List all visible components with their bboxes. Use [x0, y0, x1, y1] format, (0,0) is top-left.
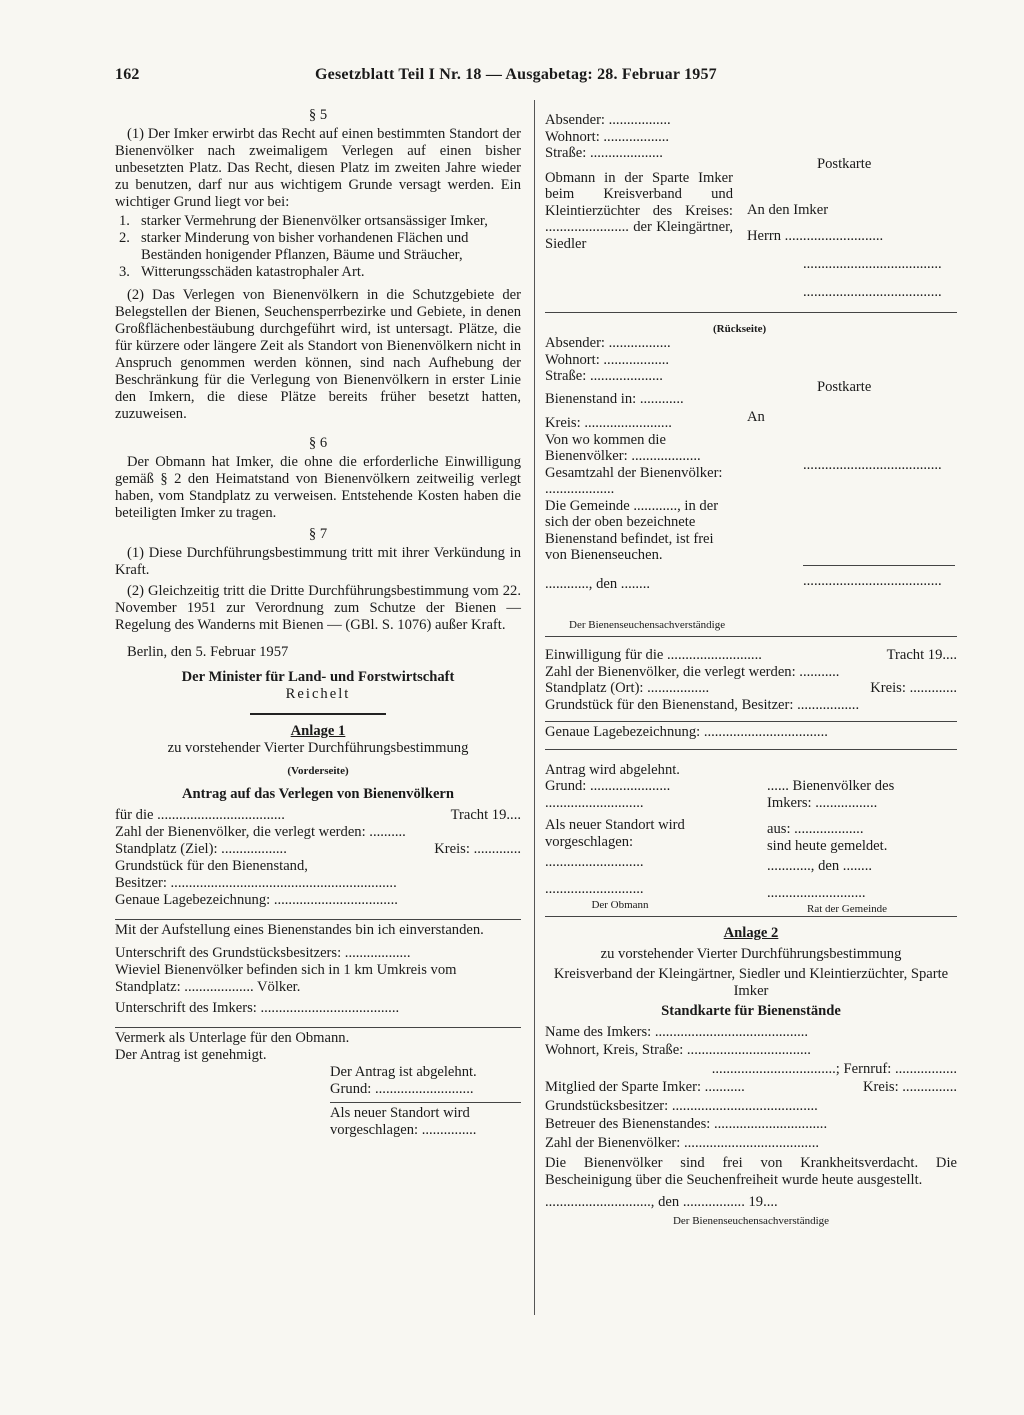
standplatz-field: Standplatz (Ziel): .................. [115, 841, 287, 857]
name-field: Name des Imkers: .......................................... [545, 1023, 809, 1040]
form-rule [115, 919, 521, 920]
rat-signature: Rat der Gemeinde [806, 903, 888, 915]
kreis-field: Kreis: ............. [434, 841, 521, 857]
signature-date: Berlin, den 5. Februar 1957 [127, 644, 289, 660]
wohnort-field: Wohnort: .................. [545, 128, 670, 145]
besitzer-field: Besitzer: .............................................................. [115, 875, 397, 891]
column-divider [534, 100, 535, 1315]
right-column [545, 112, 957, 1229]
den-line: ............, den ........ [545, 575, 650, 592]
anlage-1-subtitle: zu vorstehender Vierter Durchführungsbestimmung [167, 740, 469, 756]
grundstueck-label: Grundstück für den Bienenstand, [115, 858, 308, 874]
section-6-paragraph: Der Obmann hat Imker, die ohne die erforderliche Einwilligung gemäß § 2 den Heimatstand von Bienenvölkern zeitweilig verlegt haben, vom Standplatz zu verweisen. Entstehende Kosten haben die beteiligten Imker zu tragen. [115, 454, 521, 521]
sachverstaendige-signature: Der Bienenseuchensachverständige [569, 619, 726, 631]
grund-field: Grund: ...................... [545, 778, 671, 794]
besitzer-field: Grundstücksbesitzer: ........................................ [545, 1097, 818, 1114]
von-wo-field: Von wo kommen die Bienenvölker: ................... [545, 431, 701, 464]
separator-rule [250, 713, 386, 715]
obmann-dots: ........................... [545, 880, 644, 897]
standplatz-field: Standplatz (Ort): ................. [545, 680, 710, 696]
bienenvoelker-des-field: ...... Bienenvölker des [767, 778, 895, 794]
anlage-2-heading: Anlage 2 [723, 925, 779, 941]
anlage-2-title: Standkarte für Bienenstände [661, 1003, 841, 1019]
form-row [545, 1079, 957, 1096]
fuer-die-field: für die ................................... [115, 807, 285, 823]
list-item: 2. starker Minderung von bisher vorhandenen Flächen und Beständen honigender Pflanzen, Bäume und Sträucher, [119, 230, 469, 263]
section-5-heading: § 5 [308, 107, 328, 123]
card-divider [545, 636, 957, 637]
genehmigt-text: Der Antrag ist genehmigt. [115, 1047, 267, 1063]
aufstellung-text: Mit der Aufstellung eines Bienenstandes bin ich einverstanden. [115, 922, 484, 938]
list-item: 3. Witterungsschäden katastrophaler Art. [119, 264, 365, 280]
address-dots: ...................................... [803, 284, 942, 300]
imkers-field: Imkers: ................. [767, 794, 878, 811]
neuer-standort-field: Als neuer Standort wird vorgeschlagen: ............... [330, 1105, 477, 1138]
aus-field: aus: ................... [767, 821, 864, 837]
rueckseite-label: (Rückseite) [713, 323, 767, 335]
form-rule [545, 721, 957, 722]
unterschrift-imker-field: Unterschrift des Imkers: ...................................... [115, 1000, 400, 1016]
wohnort-field: Wohnort: .................. [545, 351, 670, 368]
list-item: 1. starker Vermehrung der Bienenvölker ortsansässiger Imker, [119, 213, 488, 229]
consent-form [545, 647, 957, 915]
consent-split [545, 778, 957, 915]
frei-text: Die Bienenvölker sind frei von Krankheitsverdacht. Die Bescheinigung über die Seuchenfreiheit wurde heute ausgestellt. [545, 1155, 957, 1188]
form-row [545, 647, 957, 664]
herrn-field: Herrn ........................... [747, 228, 884, 244]
grundstueck-field: Grundstück für den Bienenstand, Besitzer: ................. [545, 696, 860, 713]
standort-dots: ........................... [545, 854, 644, 870]
anlage-1-side: (Vorderseite) [287, 765, 349, 777]
wohnort-field: Wohnort, Kreis, Straße: .................................. [545, 1042, 811, 1058]
fernruf-field: ..................................; Fernruf: ................. [711, 1060, 957, 1077]
zahl-field: Zahl der Bienenvölker: ..................................... [545, 1134, 819, 1151]
kreis-field: Kreis: ............... [862, 1079, 957, 1095]
obmann-address: Obmann in der Sparte Imker beim Kreisverband und Kleintierzüchter des Kreises: ....................... der Kleingärtner, Siedler [545, 169, 733, 252]
grund-field: Grund: ........................... [330, 1081, 474, 1097]
wieviel-field: Wieviel Bienenvölker befinden sich in 1 km Umkreis vom Standplatz: ................... Völker. [115, 962, 457, 995]
strasse-field: Straße: .................... [545, 368, 663, 384]
address-dots: ...................................... [803, 457, 942, 473]
section-5-paragraph-1: (1) Der Imker erwirbt das Recht auf einen bestimmten Standort der Bienenvölker nach zweimaligem Verlegen auf einen bisher unbesetzten Platz. Das Recht, diesen Platz im zweiten Jahre wieder zu benutzen, darf nur aus wichtigem Grunde versagt werden. Ein wichtiger Grund liegt vor bei: [115, 126, 521, 210]
section-7-paragraph-1: (1) Diese Durchführungsbestimmung tritt mit ihrer Verkündung in Kraft. [115, 545, 521, 578]
address-dots: ...................................... [803, 573, 942, 589]
anlage-2-subtitle: zu vorstehender Vierter Durchführungsbestimmung [600, 945, 902, 962]
postcard-front [545, 112, 957, 312]
anlage-1-form-title: Antrag auf das Verlegen von Bienenvölkern [181, 786, 455, 802]
an-den-imker-label: An den Imker [747, 202, 829, 218]
gesamtzahl-field: Gesamtzahl der Bienenvölker: ................... [545, 464, 723, 497]
anlage-2-verband: Kreisverband der Kleingärtner, Siedler und Kleintierzüchter, Sparte Imker [553, 966, 949, 999]
den-line: ............................., den ................. 19.... [545, 1194, 778, 1210]
form-rule [115, 1027, 521, 1028]
left-column [115, 107, 521, 1139]
strasse-field: Straße: .................... [545, 145, 663, 161]
an-label: An [747, 409, 765, 425]
form-rule [545, 749, 957, 750]
minister-title: Der Minister für Land- und Forstwirtschaft [181, 669, 455, 685]
grounds-list [115, 213, 521, 281]
form-row [545, 680, 957, 697]
tracht-field: Tracht 19.... [450, 807, 521, 823]
obmann-signature: Der Obmann [591, 899, 649, 911]
form-row-standplatz [115, 841, 521, 858]
zahl-field: Zahl der Bienenvölker, die verlegt werden: .......... [115, 824, 406, 840]
minister-name: Reichelt [285, 686, 351, 702]
vermerk-text: Vermerk als Unterlage für den Obmann. [115, 1030, 350, 1046]
grund-dots: ........................... [545, 794, 644, 811]
kreis-field: Kreis: ........................ [545, 415, 672, 431]
postkarte-label: Postkarte [817, 379, 872, 395]
form-row-fuer [115, 807, 521, 824]
address-dots: ...................................... [803, 256, 942, 272]
lage-field: Genaue Lagebezeichnung: .................................. [115, 892, 398, 908]
abgelehnt-text: Der Antrag ist abgelehnt. [330, 1064, 477, 1080]
anlage-1-heading: Anlage 1 [290, 723, 346, 739]
zahl-field: Zahl der Bienenvölker, die verlegt werden: ........... [545, 663, 840, 680]
postkarte-label: Postkarte [817, 156, 872, 172]
page-title: Gesetzblatt Teil I Nr. 18 — Ausgabetag: 28. Februar 1957 [315, 66, 717, 83]
section-6-heading: § 6 [308, 435, 328, 451]
gemeldet-text: sind heute gemeldet. [767, 837, 888, 854]
rat-dots: ........................... [767, 884, 866, 901]
abgelehnt-block [330, 1064, 521, 1139]
abgelehnt-text: Antrag wird abgelehnt. [545, 761, 680, 778]
mitglied-field: Mitglied der Sparte Imker: ........... [545, 1079, 745, 1095]
tracht-field: Tracht 19.... [886, 647, 957, 663]
postcard-back [545, 313, 957, 631]
absender-field: Absender: ................. [545, 335, 671, 351]
einwilligung-field: Einwilligung für die .......................... [545, 647, 762, 663]
page-number: 162 [115, 66, 140, 83]
lage-field: Genaue Lagebezeichnung: .................................. [545, 724, 828, 740]
address-rule [803, 565, 955, 566]
section-5-paragraph-2: (2) Das Verlegen von Bienenvölkern in die Schutzgebiete der Belegstellen der Bienen, Seuchensperrbezirke und Gebiete, in denen Großflächenbestäubung durchgeführt wird, ist untersagt. Plätze, die für kürzere oder längere Zeit als Standort von Bienenvölkern nicht in Anspruch genommen werden können, sind nach Aufhebung der Beschränkung für die Verlegung von Bienenvölkern in erster Linie den Imkern, die diese Plätze bereits früher besetzt hatten, zuzuweisen. [115, 287, 521, 422]
neuer-standort-label: Als neuer Standort wird vorgeschlagen: [545, 817, 685, 850]
section-7-heading: § 7 [308, 526, 328, 542]
gemeinde-text: Die Gemeinde ............, in der sich der oben bezeichnete Bienenstand befindet, ist frei von Bienenseuchen. [545, 497, 719, 563]
absender-field: Absender: ................. [545, 112, 671, 128]
sachverstaendige-signature: Der Bienenseuchensachverständige [672, 1214, 830, 1227]
section-7-paragraph-2: (2) Gleichzeitig tritt die Dritte Durchführungsbestimmung vom 22. November 1951 zur Verordnung zum Schutze der Bienen — Regelung des Wanderns mit Bienen — (GBl. S. 1076) außer Kraft. [115, 583, 521, 633]
betreuer-field: Betreuer des Bienenstandes: ............................... [545, 1116, 828, 1132]
bienenstand-field: Bienenstand in: ............ [545, 390, 684, 407]
kreis-field: Kreis: ............. [870, 680, 957, 696]
den-line: ............, den ........ [767, 858, 872, 874]
unterschrift-grund-field: Unterschrift des Grundstücksbesitzers: .................. [115, 945, 411, 961]
form-rule [330, 1102, 521, 1103]
